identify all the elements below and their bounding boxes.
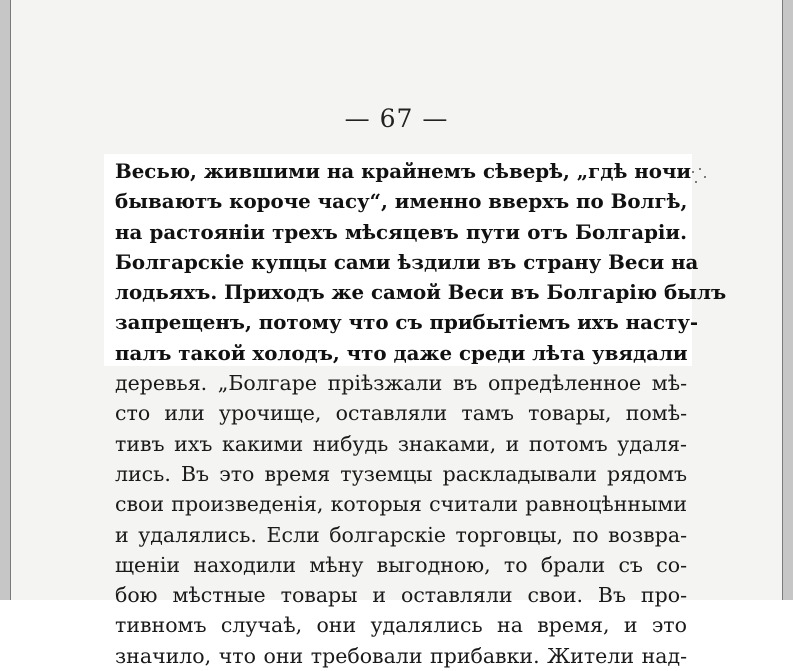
text-line[interactable]: лись. Въ это время туземцы раскладывали рядомъ — [115, 461, 687, 486]
text-line-highlighted[interactable]: Весью, жившими на крайнемъ сѣверѣ, „гдѣ ночи — [115, 159, 692, 183]
text-line-highlighted[interactable]: палъ такой холодъ, что даже среди лѣта увядали — [115, 340, 688, 365]
page-number: — 67 — — [344, 104, 449, 133]
text-line-highlighted[interactable]: запрещенъ, потому что съ прибытіемъ ихъ насту- — [115, 310, 699, 335]
text-line[interactable]: тивъ ихъ какими нибудь знаками, и потомъ удаля- — [115, 431, 687, 456]
scan-speckles — [690, 168, 710, 188]
text-line[interactable]: значило, что они требовали прибавки. Жители над- — [115, 643, 687, 668]
viewer-right-border — [782, 0, 793, 600]
body-text — [115, 156, 727, 671]
text-line[interactable]: деревья. „Болгаре пріѣзжали въ опредѣленное мѣ- — [115, 371, 687, 396]
text-line[interactable]: свои произведенія, которыя считали равноцѣнными — [115, 492, 687, 517]
text-line[interactable]: сто или урочище, оставляли тамъ товары, помѣ- — [115, 401, 687, 426]
text-line-highlighted[interactable]: лодьяхъ. Приходъ же самой Веси въ Болгарію былъ — [115, 280, 727, 305]
text-line[interactable]: тивномъ случаѣ, они удалялись на время, и это — [115, 613, 687, 638]
viewer-left-border — [0, 0, 11, 600]
text-line-highlighted[interactable]: бываютъ короче часу“, именно вверхъ по Волгѣ, — [115, 189, 688, 214]
text-line[interactable]: щеніи находили мѣну выгодною, то брали съ со- — [115, 552, 687, 577]
text-line-highlighted[interactable]: на растояніи трехъ мѣсяцевъ пути отъ Болгаріи. — [115, 219, 687, 244]
text-line[interactable]: бою мѣстные товары и оставляли свои. Въ про- — [115, 583, 687, 608]
text-line[interactable]: и удалялись. Если болгарскіе торговцы, по возвра- — [115, 522, 687, 547]
text-line-highlighted[interactable]: Болгарскіе купцы сами ѣздили въ страну Веси на — [115, 249, 699, 274]
scanned-page — [11, 0, 782, 668]
